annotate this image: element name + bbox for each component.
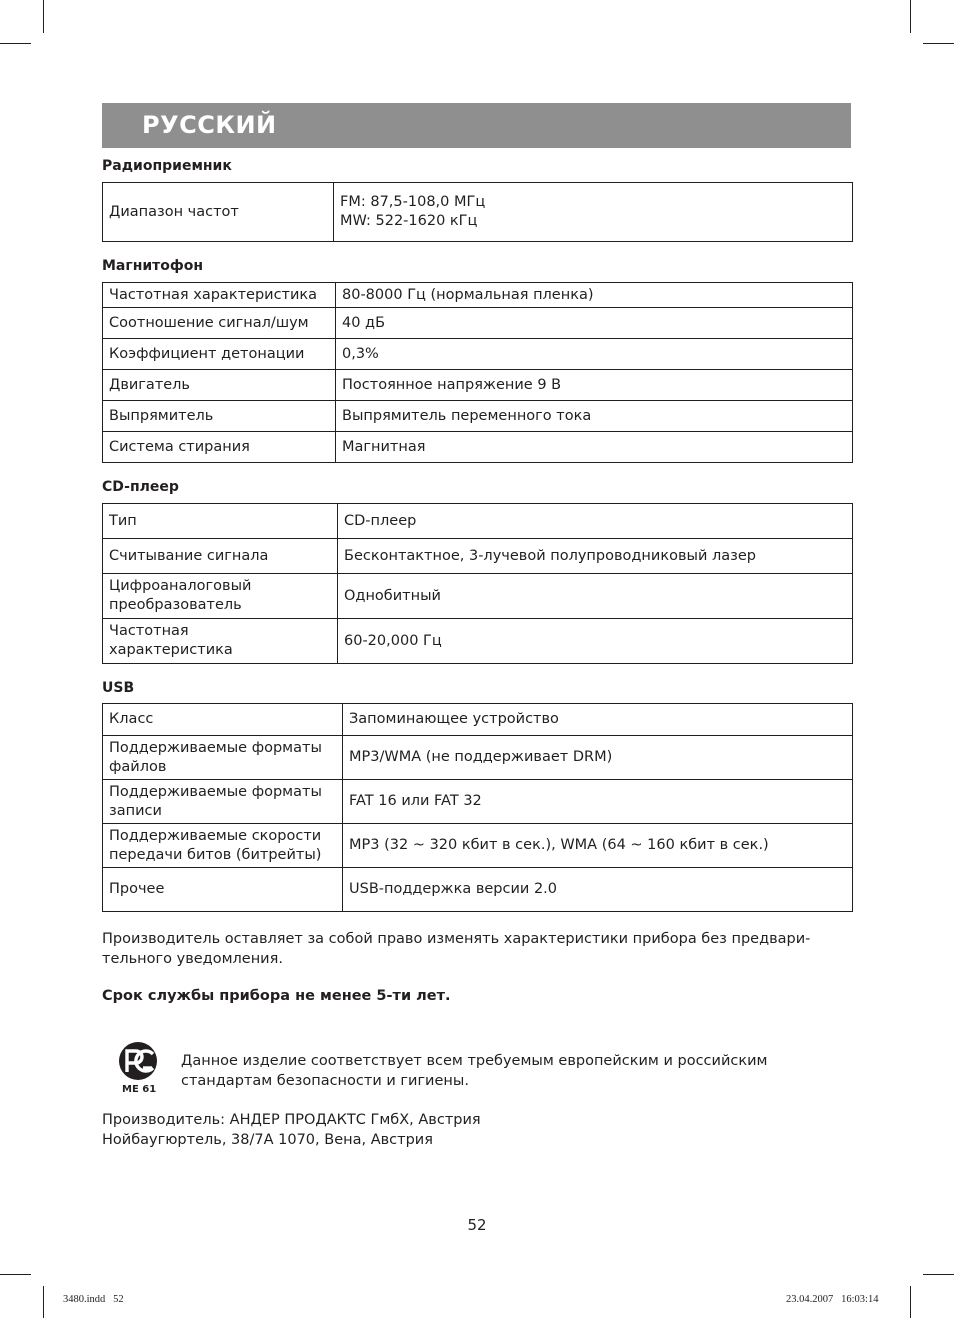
spec-value: 60-20,000 Гц	[338, 619, 853, 664]
table-row	[103, 432, 853, 463]
spec-label-line: записи	[109, 802, 162, 819]
notice-line: тельного уведомления.	[102, 951, 283, 967]
spec-label	[103, 619, 338, 664]
page-title: РУССКИЙ	[142, 111, 277, 139]
certification-line: стандартам безопасности и гигиены.	[181, 1073, 469, 1089]
certification-line: Данное изделие соответствует всем требуемым европейским и российским	[181, 1053, 768, 1069]
manufacturer-line: Производитель: АНДЕР ПРОДАКТС ГмбХ, Австрия	[102, 1112, 481, 1128]
slug-file-info: 3480.indd 52	[63, 1294, 124, 1305]
slug-timestamp: 23.04.2007 16:03:14	[786, 1294, 879, 1305]
spec-label-line: преобразователь	[109, 597, 242, 613]
crop-mark	[923, 43, 954, 44]
spec-value: MP3/WMA (не поддерживает DRM)	[343, 736, 853, 780]
spec-label: Диапазон частот	[103, 183, 334, 242]
spec-value-line: FM: 87,5-108,0 МГц	[340, 194, 486, 210]
spec-label: Считывание сигнала	[103, 539, 338, 574]
spec-label	[103, 824, 343, 868]
crop-mark	[910, 0, 911, 33]
table-row	[103, 370, 853, 401]
spec-label-line: Поддерживаемые скорости	[109, 827, 322, 844]
crop-mark	[910, 1286, 911, 1318]
table-row	[103, 574, 853, 619]
spec-label-line: Поддерживаемые форматы	[109, 739, 322, 756]
usb-spec-table	[102, 703, 853, 912]
spec-label: Тип	[103, 504, 338, 539]
spec-value: Выпрямитель переменного тока	[336, 401, 853, 432]
spec-value: Однобитный	[338, 574, 853, 619]
spec-label-line: Цифроаналоговый	[109, 578, 252, 594]
spec-label	[103, 574, 338, 619]
spec-label: Коэффициент детонации	[103, 339, 336, 370]
radio-spec-table	[102, 182, 853, 242]
spec-value: USB-поддержка версии 2.0	[343, 868, 853, 912]
crop-mark	[43, 1286, 44, 1318]
language-banner	[102, 103, 851, 148]
section-title-radio: Радиоприемник	[102, 158, 232, 174]
spec-value: 0,3%	[336, 339, 853, 370]
notice-line: Производитель оставляет за собой право изменять характеристики прибора без предвари-	[102, 931, 811, 947]
spec-label: Класс	[103, 704, 343, 736]
certification-text	[181, 1051, 767, 1091]
spec-value: Магнитная	[336, 432, 853, 463]
manufacturer-info	[102, 1110, 481, 1150]
crop-mark	[43, 0, 44, 33]
table-row	[103, 504, 853, 539]
spec-value: Запоминающее устройство	[343, 704, 853, 736]
page-number: 52	[467, 1216, 487, 1234]
certification-code: ME 61	[122, 1084, 157, 1095]
table-row	[103, 736, 853, 780]
spec-label-line: передачи битов (битрейты)	[109, 846, 322, 863]
rst-certification-logo	[114, 1041, 164, 1099]
table-row	[103, 824, 853, 868]
crop-mark	[0, 1274, 31, 1275]
notice-paragraph	[102, 929, 810, 969]
spec-value-line: MW: 522-1620 кГц	[340, 213, 478, 229]
spec-value: 80-8000 Гц (нормальная пленка)	[336, 283, 853, 308]
spec-label: Частотная характеристика	[103, 283, 336, 308]
section-title-tape: Магнитофон	[102, 258, 204, 274]
spec-label: Прочее	[103, 868, 343, 912]
table-row	[103, 868, 853, 912]
section-title-cd: CD-плеер	[102, 479, 179, 495]
spec-label: Соотношение сигнал/шум	[103, 308, 336, 339]
crop-mark	[0, 43, 31, 44]
spec-value: CD-плеер	[338, 504, 853, 539]
spec-value: 40 дБ	[336, 308, 853, 339]
spec-value: Постоянное напряжение 9 В	[336, 370, 853, 401]
spec-value	[334, 183, 853, 242]
spec-label	[103, 736, 343, 780]
table-row	[103, 619, 853, 664]
spec-label-line: характеристика	[109, 642, 233, 658]
table-row	[103, 308, 853, 339]
spec-label-line: файлов	[109, 758, 167, 775]
section-title-usb: USB	[102, 680, 135, 696]
table-row	[103, 401, 853, 432]
table-row	[103, 183, 853, 242]
spec-value: Бесконтактное, 3-лучевой полупроводниковый лазер	[338, 539, 853, 574]
spec-label: Двигатель	[103, 370, 336, 401]
spec-label-line: Частотная	[109, 623, 189, 639]
table-row	[103, 283, 853, 308]
crop-mark	[923, 1274, 954, 1275]
tape-spec-table	[102, 282, 853, 463]
cd-spec-table	[102, 503, 853, 664]
table-row	[103, 539, 853, 574]
spec-label-line: Поддерживаемые форматы	[109, 783, 322, 800]
table-row	[103, 704, 853, 736]
table-row	[103, 339, 853, 370]
spec-label: Выпрямитель	[103, 401, 336, 432]
spec-value: FAT 16 или FAT 32	[343, 780, 853, 824]
manufacturer-line: Нойбаугюртель, 38/7А 1070, Вена, Австрия	[102, 1132, 433, 1148]
service-life-statement: Срок службы прибора не менее 5-ти лет.	[102, 988, 451, 1004]
table-row	[103, 780, 853, 824]
spec-label	[103, 780, 343, 824]
spec-label: Система стирания	[103, 432, 336, 463]
spec-value: MP3 (32 ~ 320 кбит в сек.), WMA (64 ~ 160 кбит в сек.)	[343, 824, 853, 868]
